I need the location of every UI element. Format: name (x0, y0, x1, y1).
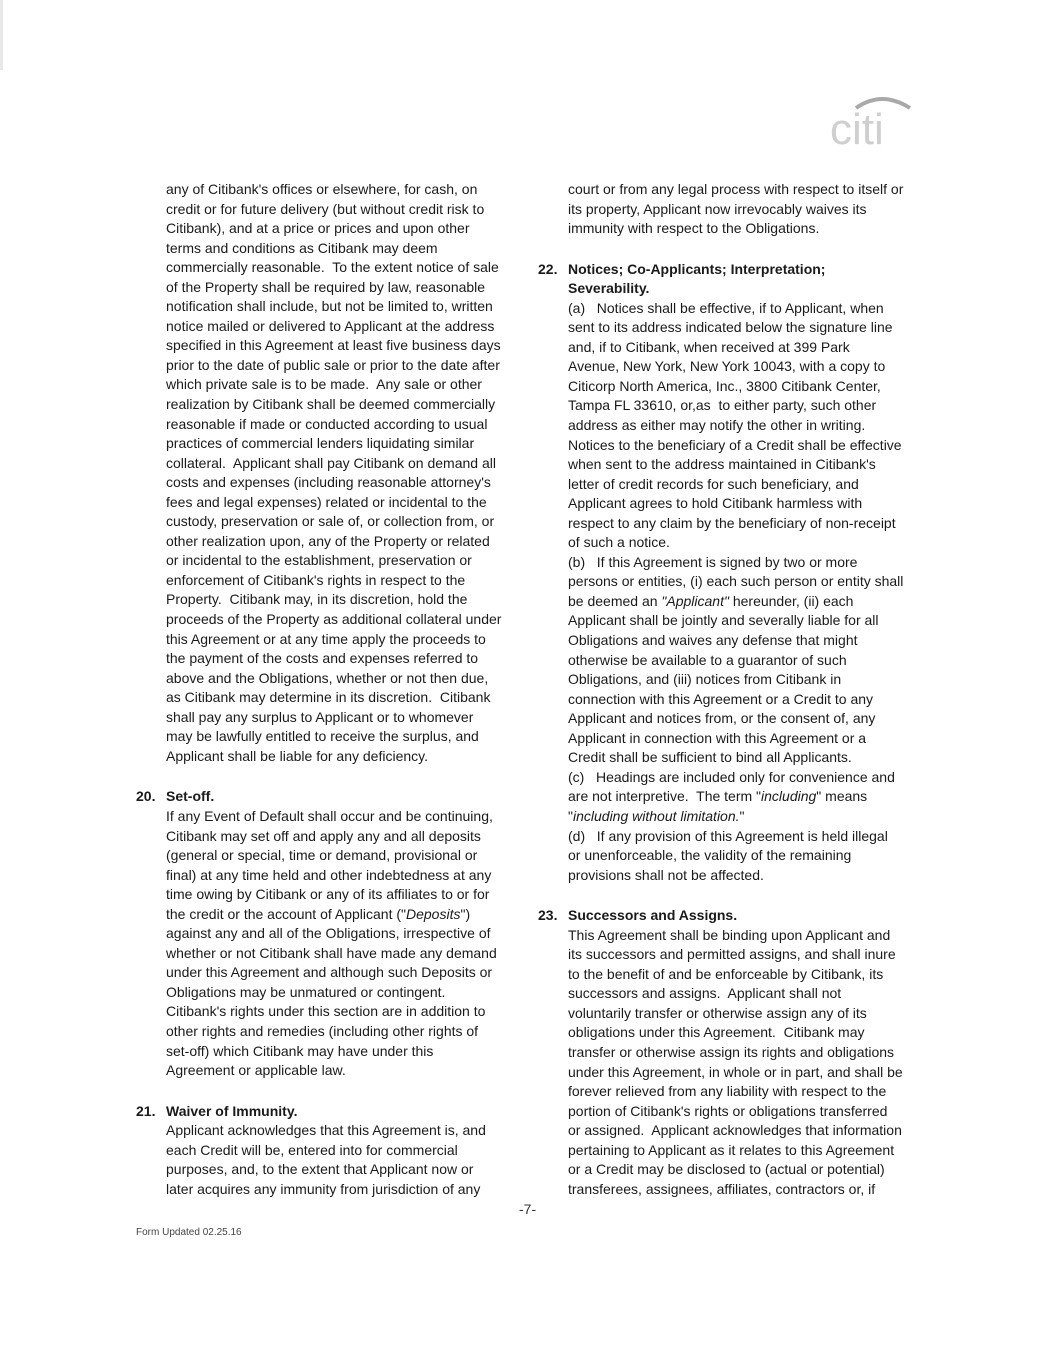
text-line (166, 905, 526, 925)
text-line: enforcement of Citibank's rights in respect to the (166, 571, 466, 588)
defined-term-including-full: including without limitation. (572, 807, 740, 824)
text-line: sent to its address indicated below the signature line (568, 319, 893, 336)
text-line: proceeds of the Property as additional collateral under (166, 611, 502, 628)
continuation-paragraph (538, 180, 928, 239)
continuation-paragraph (136, 180, 526, 766)
text-fragment: hereunder, (ii) each (728, 592, 854, 609)
text-line: Property. Citibank may, in its discretion, hold the (166, 591, 468, 608)
text-line: practices of commercial lenders liquidating similar (166, 435, 475, 452)
text-fragment: " (568, 807, 573, 824)
text-line: pertaining to Applicant as it relates to this Agreement (568, 1141, 895, 1158)
text-line: collateral. Applicant shall pay Citibank on demand all (166, 454, 496, 471)
section-title-line: Notices; Co-Applicants; Interpretation; (568, 260, 826, 277)
section-body (136, 1121, 526, 1199)
text-line: its successors and permitted assigns, and shall inure (568, 946, 896, 963)
text-line: or unenforceable, the validity of the remaining (568, 847, 852, 864)
text-line: final) at any time held and other indebtedness at any (166, 866, 492, 883)
text-line: fees and legal expenses) related or incidental to the (166, 493, 487, 510)
defined-term-including: including (761, 788, 817, 805)
text-line: when sent to the address maintained in Citibank's (568, 456, 876, 473)
section-heading (136, 1102, 526, 1122)
text-line: the payment of the costs and expenses referred to (166, 650, 479, 667)
text-line: This Agreement shall be binding upon Applicant and (568, 926, 891, 943)
text-line: time owing by Citibank or any of its affiliates to or for (166, 886, 490, 903)
section-title (568, 906, 737, 926)
text-line: later acquires any immunity from jurisdiction of any (166, 1180, 481, 1197)
scan-edge (0, 0, 3, 70)
text-line: set-off) which Citibank may have under this (166, 1042, 434, 1059)
section-body (538, 299, 928, 885)
text-line: of such a notice. (568, 534, 670, 551)
text-line: against any and all of the Obligations, irrespective of (166, 925, 491, 942)
text-fragment: are not interpretive. The term " (568, 788, 762, 805)
text-line: transfer or otherwise assign its rights and obligations (568, 1043, 895, 1060)
section-heading (538, 906, 928, 926)
text-line: which private sale is to be made. Any sale or other (166, 376, 482, 393)
left-column (136, 180, 526, 1199)
text-line: Applicant in connection with this Agreement or a (568, 729, 867, 746)
section-title-line: Severability. (568, 280, 650, 297)
text-line: and, if to Citibank, when received at 399 Park (568, 338, 850, 355)
text-line: Applicant and notices from, or the consent of, any (568, 710, 876, 727)
text-line: Applicant shall be liable for any deficiency. (166, 747, 429, 764)
text-line: each Credit will be, entered into for commercial (166, 1141, 458, 1158)
text-line: forever relieved from any liability with respect to the (568, 1083, 887, 1100)
page-number: -7- (519, 1201, 537, 1217)
text-line: portion of Citibank's rights or obligations transferred (568, 1102, 888, 1119)
text-line: realization by Citibank shall be deemed commercially (166, 396, 496, 413)
text-line: If any Event of Default shall occur and be continuing, (166, 807, 493, 824)
section-heading (136, 787, 526, 807)
defined-term-deposits: Deposits (406, 905, 461, 922)
section-title-line: Successors and Assigns. (568, 907, 738, 924)
text-line: Notices to the beneficiary of a Credit shall be effective (568, 436, 902, 453)
text-line: (a) Notices shall be effective, if to Applicant, when (568, 299, 884, 316)
text-line: (general or special, time or demand, provisional or (166, 847, 478, 864)
text-line: whether or not Citibank shall have made any demand (166, 944, 497, 961)
text-line: immunity with respect to the Obligations. (568, 220, 820, 237)
text-line: its property, Applicant now irrevocably waives its (568, 200, 867, 217)
citi-logo-text: citi (830, 105, 884, 152)
citi-logo (826, 88, 916, 152)
text-line: Obligations and waives any defense that might (568, 632, 858, 649)
text-line: other rights and remedies (including other rights of (166, 1022, 479, 1039)
section-title-line: Set-off. (166, 788, 215, 805)
text-line: of the Property shall be required by law, reasonable (166, 278, 486, 295)
section-number: 20. (136, 788, 156, 805)
text-fragment: be deemed an (568, 592, 662, 609)
text-line: may be lawfully entitled to receive the surplus, and (166, 728, 479, 745)
text-fragment: ") (460, 905, 471, 922)
right-column (538, 180, 928, 1199)
text-line: commercially reasonable. To the extent notice of sale (166, 259, 499, 276)
text-line: letter of credit records for such beneficiary, and (568, 475, 859, 492)
text-line: Avenue, New York, New York 10043, with a copy to (568, 358, 886, 375)
text-line: respect to any claim by the beneficiary of non-receipt (568, 514, 896, 531)
text-line: custody, preservation or sale of, or collection from, or (166, 513, 495, 530)
text-line (568, 592, 928, 612)
text-line: Obligations may be unmatured or contingent. (166, 983, 446, 1000)
section-number: 23. (538, 907, 558, 924)
text-line: court or from any legal process with respect to itself or (568, 181, 904, 197)
text-line: to the benefit of and be enforceable by Citibank, its (568, 965, 884, 982)
text-fragment: " means (816, 788, 868, 805)
text-line: as Citibank may determine in its discretion. Citibank (166, 689, 491, 706)
section-heading (538, 260, 928, 299)
text-line: transferees, assignees, affiliates, contractors or, if (568, 1180, 876, 1197)
text-line: Credit shall be sufficient to bind all Applicants. (568, 749, 852, 766)
text-line (568, 787, 928, 807)
text-line: or a Credit may be disclosed to (actual or potential) (568, 1161, 885, 1178)
text-line: above and the Obligations, whether or not then due, (166, 669, 489, 686)
text-line: Applicant acknowledges that this Agreement is, and (166, 1122, 486, 1139)
text-line: Agreement or applicable law. (166, 1062, 346, 1079)
text-line: purposes, and, to the extent that Applicant now or (166, 1161, 474, 1178)
form-updated-footer: Form Updated 02.25.16 (136, 1227, 242, 1238)
text-line: (b) If this Agreement is signed by two or more (568, 553, 858, 570)
text-line: (c) Headings are included only for convenience and (568, 768, 895, 785)
text-line: under this Agreement, in whole or in part, and shall be (568, 1063, 903, 1080)
text-line: voluntarily transfer or otherwise assign any of its (568, 1004, 867, 1021)
text-line: Citicorp North America, Inc., 3800 Citibank Center, (568, 377, 881, 394)
text-line: costs and expenses (including reasonable attorney's (166, 474, 491, 491)
text-line: terms and conditions as Citibank may deem (166, 239, 438, 256)
text-line: under this Agreement and although such Deposits or (166, 964, 493, 981)
text-fragment: the credit or the account of Applicant (" (166, 905, 406, 922)
section-22-notices (538, 260, 928, 886)
text-fragment: " (739, 807, 745, 824)
text-line: obligations under this Agreement. Citibank may (568, 1024, 865, 1041)
text-line: otherwise be available to a guarantor of such (568, 651, 847, 668)
defined-term-applicant: "Applicant" (661, 592, 729, 609)
section-title (166, 1102, 297, 1122)
text-line: Citibank), and at a price or prices and upon other (166, 220, 470, 237)
text-line: provisions shall not be affected. (568, 866, 764, 883)
text-line: notification shall include, but not be limited to, written (166, 298, 493, 315)
text-line: or assigned. Applicant acknowledges that information (568, 1122, 902, 1139)
text-line: notice mailed or delivered to Applicant at the address (166, 317, 495, 334)
text-line: this Agreement or at any time apply the proceeds to (166, 630, 486, 647)
section-title (568, 260, 825, 299)
section-21-waiver-of-immunity (136, 1102, 526, 1200)
section-23-successors-and-assigns (538, 906, 928, 1199)
text-line: Citibank's rights under this section are in addition to (166, 1003, 486, 1020)
text-line: shall pay any surplus to Applicant or to whomever (166, 708, 474, 725)
text-line: credit or for future delivery (but without credit risk to (166, 200, 485, 217)
text-line: Obligations, and (iii) notices from Citibank in (568, 671, 842, 688)
text-line: any of Citibank's offices or elsewhere, for cash, on (166, 181, 478, 197)
text-line (568, 807, 928, 827)
section-20-set-off (136, 787, 526, 1080)
section-number: 22. (538, 260, 558, 277)
section-title-line: Waiver of Immunity. (166, 1102, 298, 1119)
text-line: successors and assigns. Applicant shall not (568, 985, 842, 1002)
text-line: Citibank may set off and apply any and all deposits (166, 827, 481, 844)
section-body (136, 807, 526, 1081)
text-line: reasonable if made or conducted according to usual (166, 415, 488, 432)
text-line: Tampa FL 33610, or,as to either party, such other (568, 397, 877, 414)
section-number: 21. (136, 1102, 156, 1119)
text-line: connection with this Agreement or a Credit to any (568, 690, 874, 707)
text-line: specified in this Agreement at least five business days (166, 337, 501, 354)
text-line: Applicant shall be jointly and severally liable for all (568, 612, 879, 629)
section-body (538, 926, 928, 1200)
text-line: prior to the date of public sale or prior to the date after (166, 356, 500, 373)
text-line: address as either may notify the other in writing. (568, 417, 866, 434)
text-line: other realization upon, any of the Property or related (166, 532, 490, 549)
section-title (166, 787, 214, 807)
text-line: Applicant agrees to hold Citibank harmless with (568, 495, 863, 512)
text-line: persons or entities, (i) each such person or entity shall (568, 573, 904, 590)
citi-arc-logo-icon (826, 88, 916, 152)
text-line: (d) If any provision of this Agreement is held illegal (568, 827, 888, 844)
text-line: or incidental to the establishment, preservation or (166, 552, 472, 569)
